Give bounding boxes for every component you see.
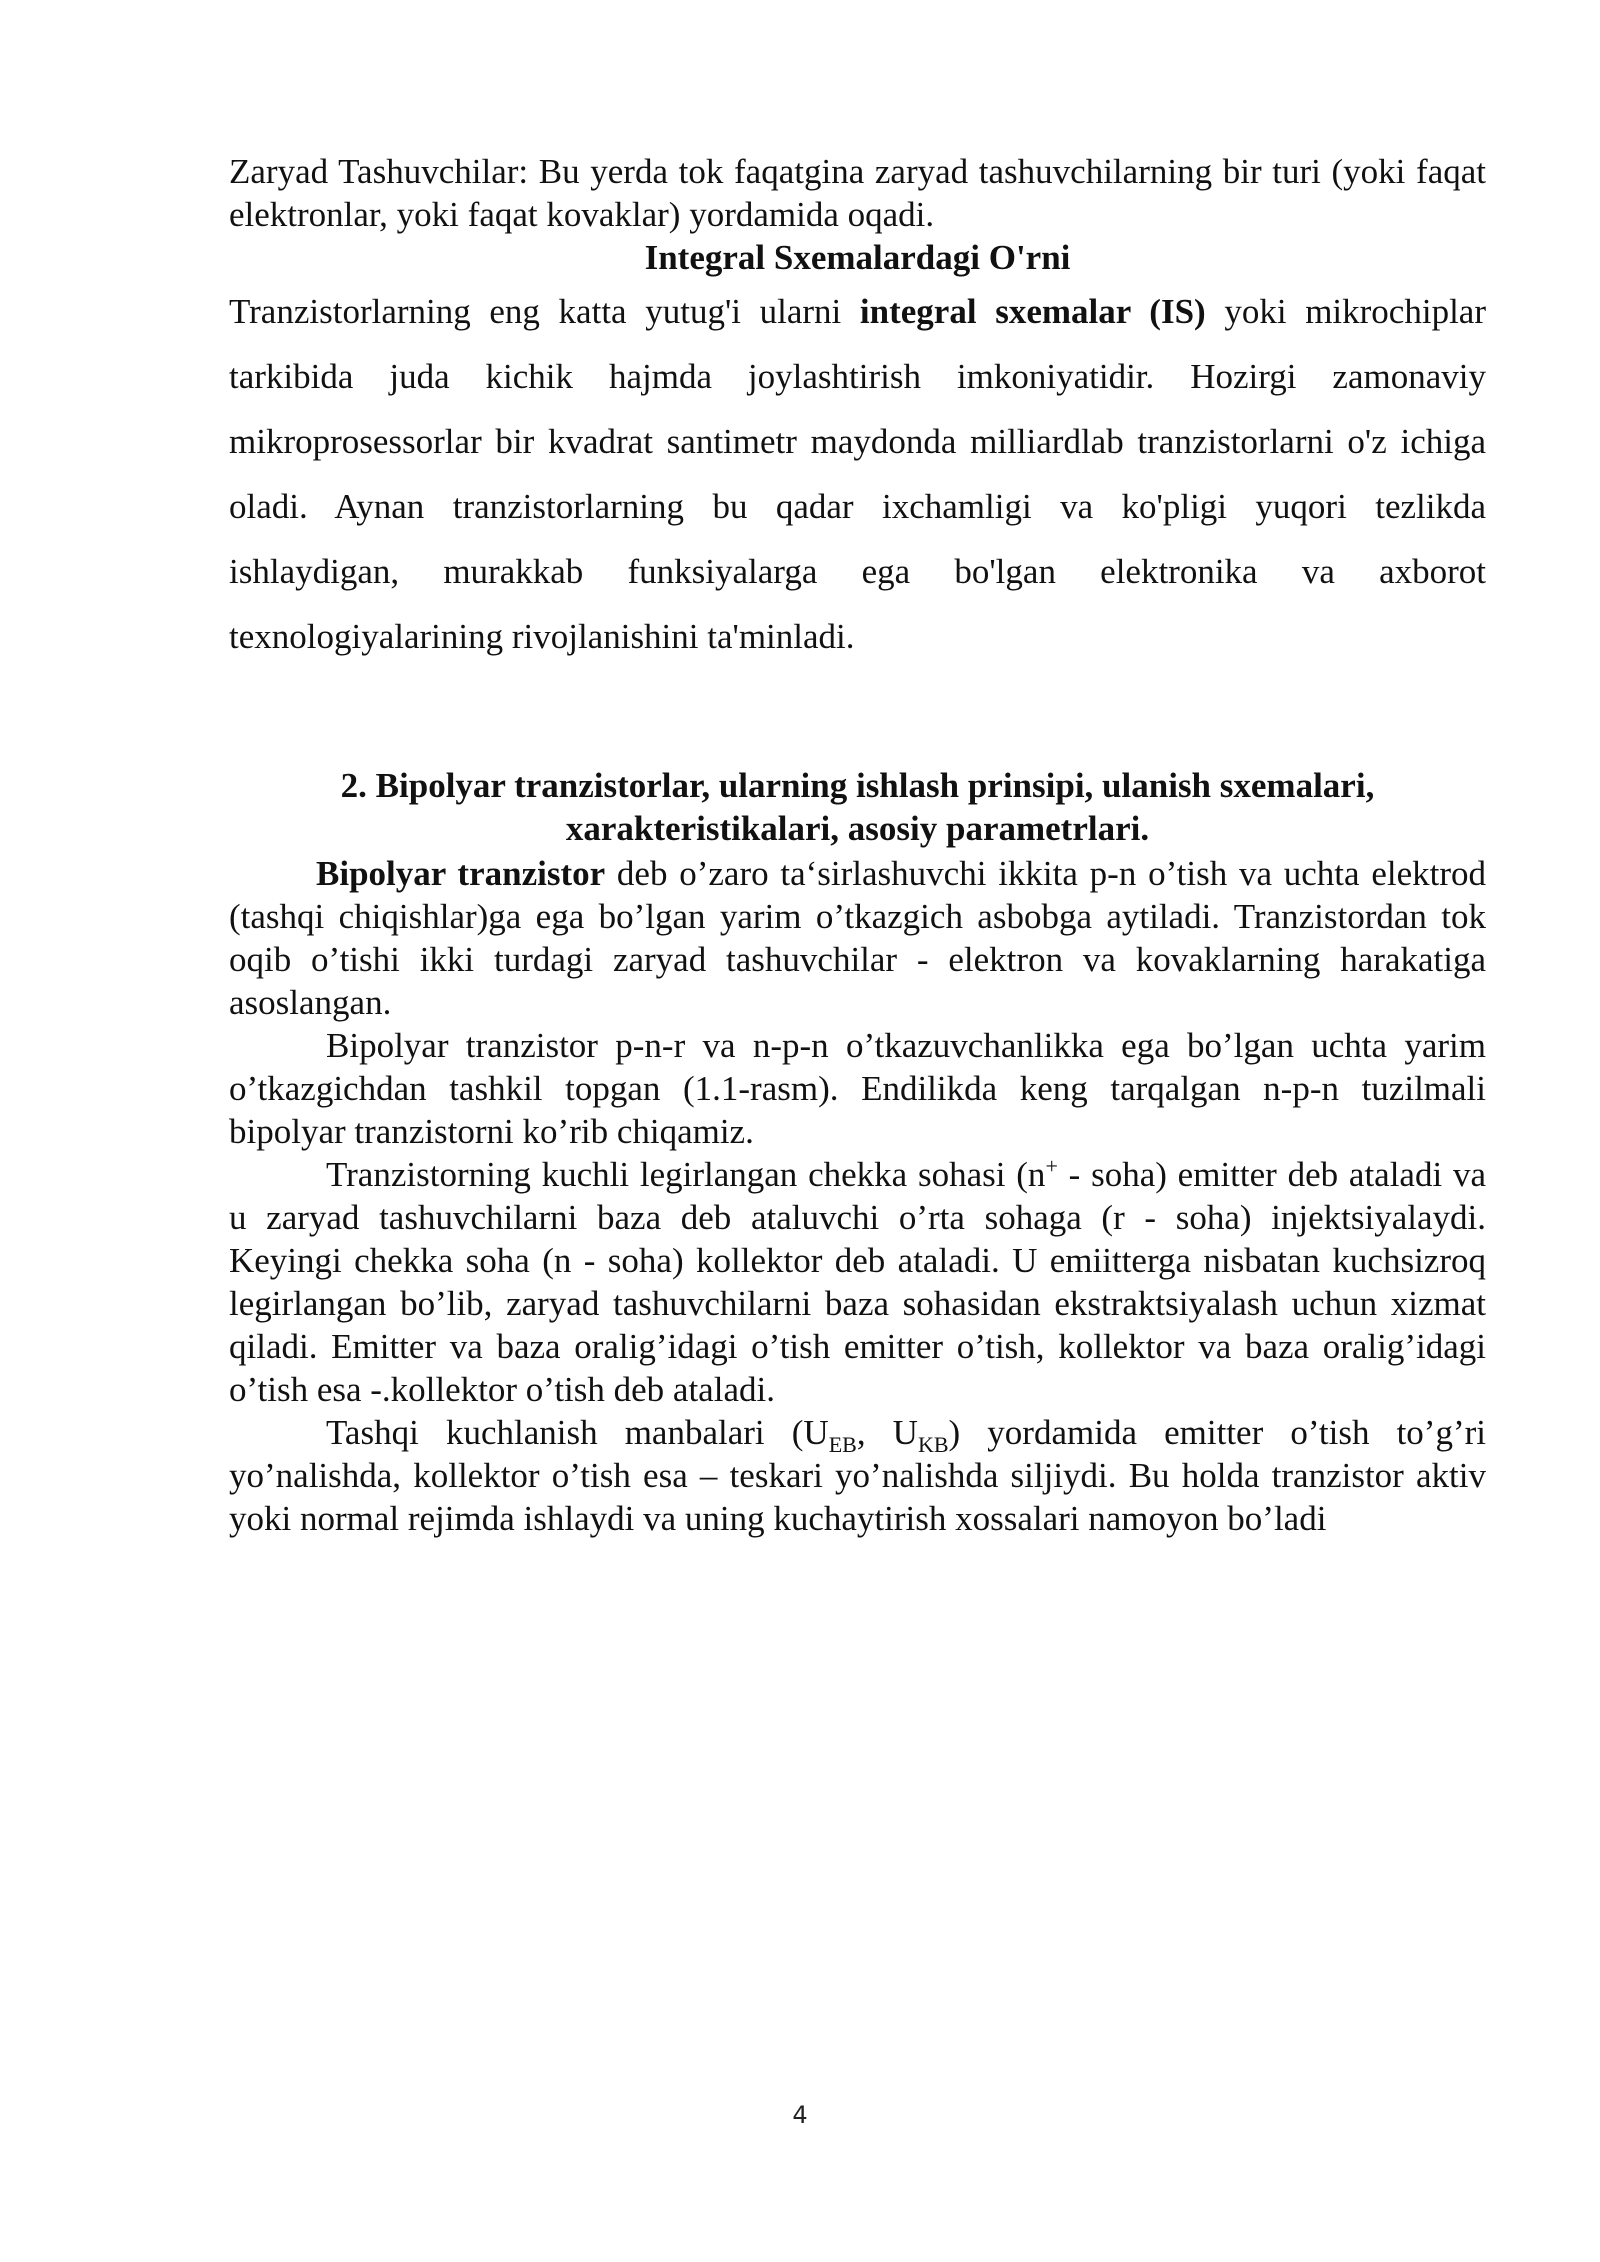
paragraph-integral-circuits	[229, 279, 1486, 669]
paragraph-charge-carriers: Zaryad Tashuvchilar: Bu yerda tok faqatgina zaryad tashuvchilarning bir turi (yoki faqat elektronlar, yoki faqat kovaklar) yordamida oqadi.	[229, 152, 1486, 234]
text-run: Tranzistorning kuchli legirlangan chekka sohasi (n	[326, 1155, 1046, 1194]
superscript-plus: +	[1045, 1153, 1058, 1179]
page-number: 4	[792, 2101, 808, 2129]
paragraph-bipolar-structure: Bipolyar tranzistor p-n-r va n-p-n o’tkazuvchanlikka ega bo’lgan uchta yarim o’tkazgichdan tashkil topgan (1.1-rasm). Endilikda keng tarqalgan n-p-n tuzilmali bipolyar tranzistorni ko’rib chiqamiz.	[229, 1026, 1486, 1151]
section-heading-line-1: 2. Bipolyar tranzistorlar, ularning ishlash prinsipi, ulanish sxemalari,	[340, 766, 1375, 805]
section-heading-line-2: xarakteristikalari, asosiy parametrlari.	[565, 809, 1150, 848]
text-run: deb o’zaro ta‘sirlashuvchi ikkita p-n o’tish va uchta elektrod (tashqi chiqishlar)ga ega bo’lgan yarim o’tkazgich asbobga aytiladi. Tranzistordan tok oqib o’tishi ikki turdagi zaryad tashuvchilar - elektron va kovaklarning harakatiga asoslangan.	[229, 854, 1486, 1022]
bold-term-integral-schemes: integral sxemalar (IS)	[859, 292, 1206, 331]
subscript-eb: EB	[828, 1432, 857, 1457]
text-run: Tashqi kuchlanish manbalari (U	[326, 1413, 829, 1452]
subscript-kb: KB	[917, 1432, 949, 1457]
paragraph-external-voltage	[229, 1411, 1486, 1540]
text-run: yoki mikrochiplar tarkibida juda kichik hajmda joylashtirish imkoniyatidir. Hozirgi zamonaviy mikroprosessorlar bir kvadrat santimetr maydonda milliardlab tranzistorlarni o'z ichiga oladi. Aynan tranzistorlarning bu qadar ixchamligi va ko'pligi yuqori tezlikda ishlaydigan, murakkab funksiyalarga ega bo'lgan elektronika va axborot texnologiyalarining rivojlanishini ta'minladi.	[229, 292, 1486, 656]
text-run: , U	[856, 1413, 918, 1452]
paragraph-emitter-collector	[229, 1153, 1486, 1411]
paragraph-bipolar-definition	[229, 852, 1486, 1024]
heading-integral-circuits: Integral Sxemalardagi O'rni	[644, 238, 1071, 277]
text-run: Tranzistorlarning eng katta yutug'i ularni	[229, 292, 860, 331]
section-2	[229, 764, 1486, 1540]
body-text-top	[229, 150, 1486, 669]
text-run: ) yordamida emitter o’tish to’g’ri yo’nalishda, kollektor o’tish esa – teskari yo’nalishda siljiydi. Bu holda tranzistor aktiv yoki normal rejimda ishlaydi va uning kuchaytirish xossalari namoyon bo’ladi	[229, 1413, 1486, 1538]
bold-term-bipolar-transistor: Bipolyar tranzistor	[316, 854, 606, 893]
text-run: - soha) emitter deb ataladi va u zaryad tashuvchilarni baza deb ataluvchi o’rta sohaga (r - soha) injektsiyalaydi. Keyingi chekka soha (n - soha) kollektor deb ataladi. U emiitterga nisbatan kuchsizroq legirlangan bo’lib, zaryad tashuvchilarni baza sohasidan ekstraktsiyalash uchun xizmat qiladi. Emitter va baza oralig’idagi o’tish emitter o’tish, kollektor va baza oralig’idagi o’tish esa -.kollektor o’tish deb ataladi.	[229, 1155, 1487, 1409]
